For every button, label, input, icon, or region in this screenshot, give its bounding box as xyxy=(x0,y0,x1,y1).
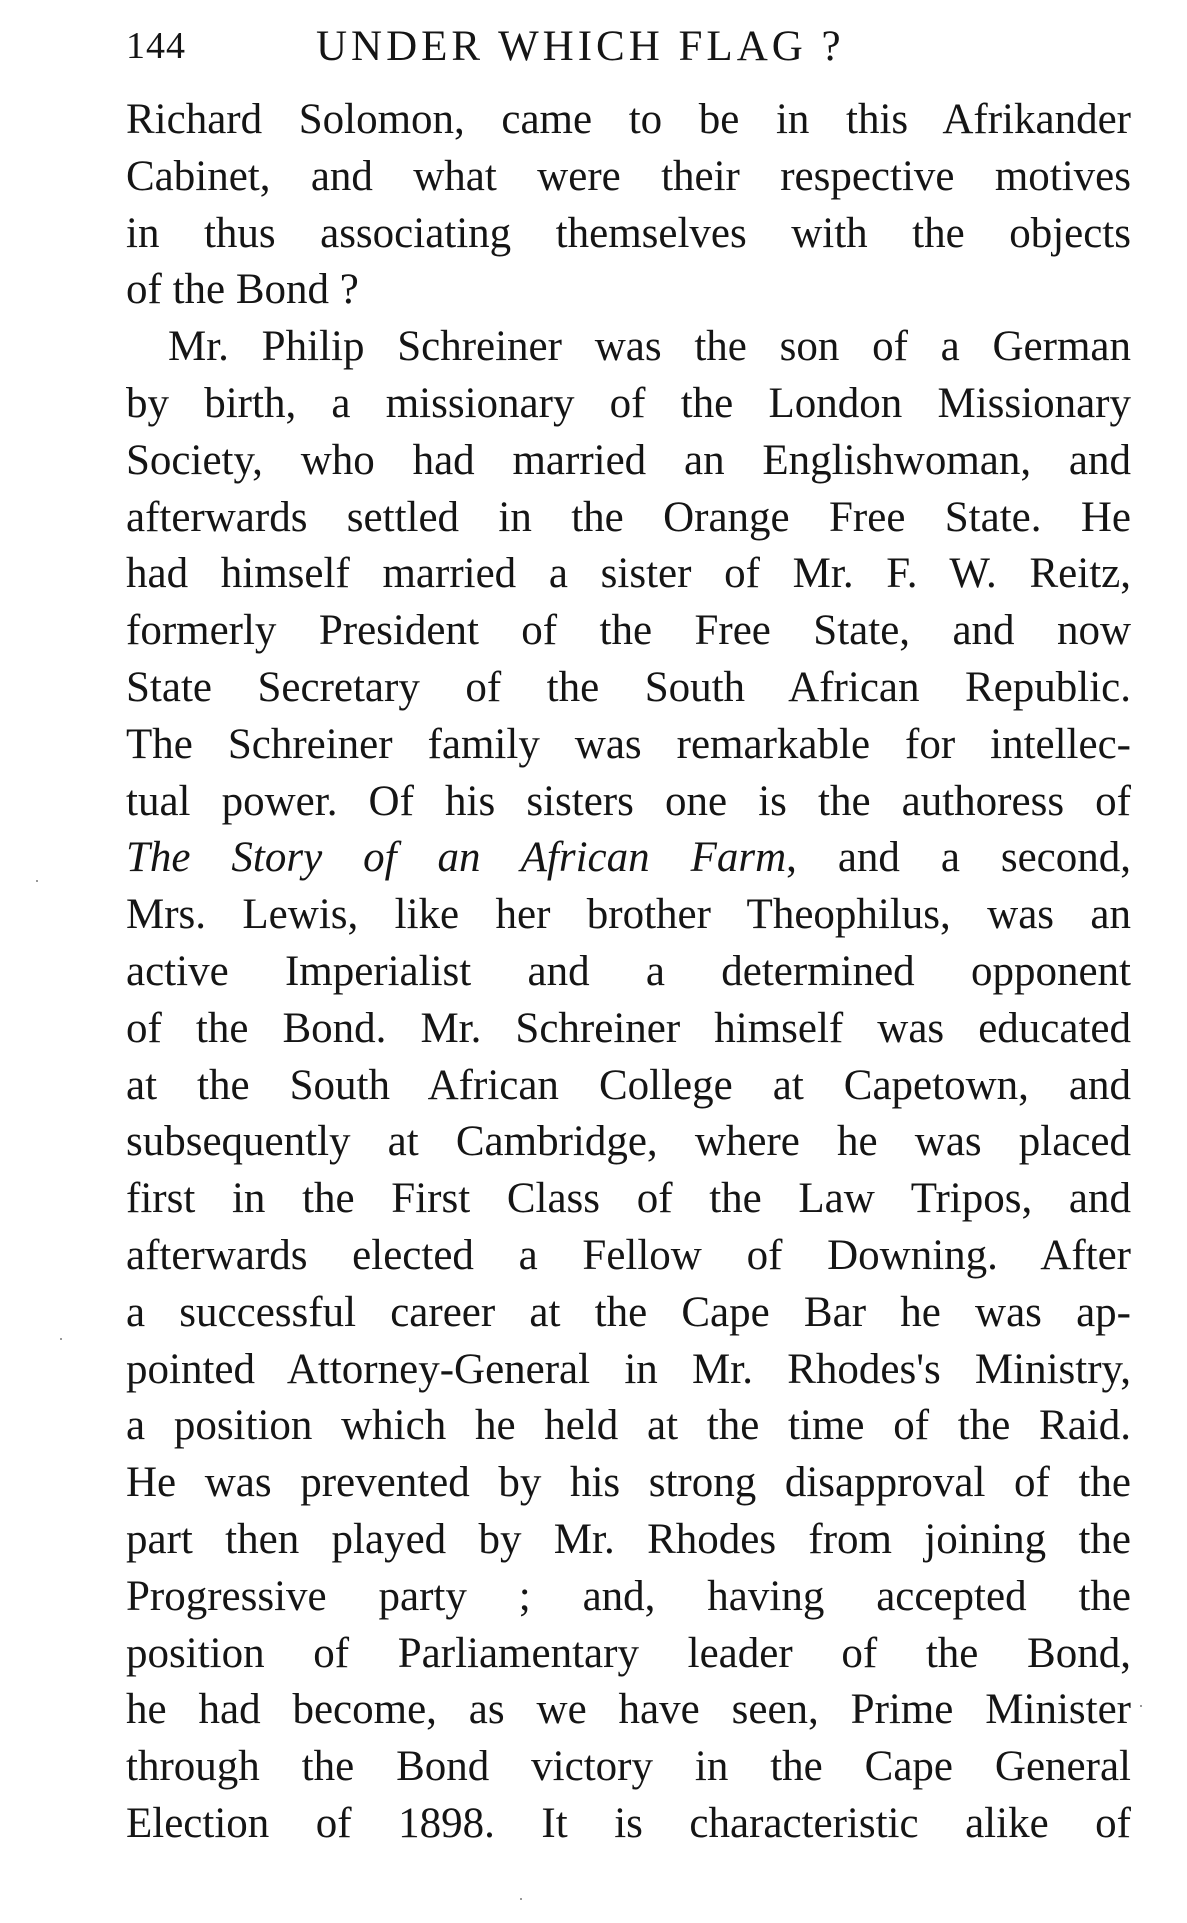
text-line: of the Bond. Mr. Schreiner himself was educated xyxy=(126,1004,1131,1052)
text-line: had himself married a sister of Mr. F. W. Reitz, xyxy=(126,550,1131,598)
text-line: part then played by Mr. Rhodes from joining the xyxy=(126,1515,1131,1563)
text-line: afterwards elected a Fellow of Downing. After xyxy=(126,1231,1131,1279)
text-line: first in the First Class of the Law Tripos, and xyxy=(126,1175,1131,1223)
text-line: at the South African College at Capetown, and xyxy=(126,1061,1131,1109)
text-line-with-italic-title xyxy=(126,830,1131,887)
text-line: in thus associating themselves with the objects xyxy=(126,209,1131,257)
text-line: pointed Attorney-General in Mr. Rhodes's Ministry, xyxy=(126,1345,1131,1393)
text-line: State Secretary of the South African Republic. xyxy=(126,663,1131,711)
text-line: a successful career at the Cape Bar he was ap- xyxy=(126,1288,1131,1336)
text-line: by birth, a missionary of the London Missionary xyxy=(126,379,1131,427)
text-line: a position which he held at the time of the Raid. xyxy=(126,1402,1131,1450)
italic-book-title: The Story of an African Farm xyxy=(126,834,787,882)
running-head xyxy=(126,16,1126,76)
scan-speck xyxy=(520,1898,522,1900)
scan-speck xyxy=(36,880,38,882)
text-line: through the Bond victory in the Cape General xyxy=(126,1743,1131,1791)
text-line: Society, who had married an Englishwoman, and xyxy=(126,436,1131,484)
text-line: Progressive party ; and, having accepted the xyxy=(126,1572,1131,1620)
text-line: active Imperialist and a determined opponent xyxy=(126,947,1131,995)
text-line: subsequently at Cambridge, where he was placed xyxy=(126,1118,1131,1166)
text-line: The Schreiner family was remarkable for intellec- xyxy=(126,720,1131,768)
text-line: he had become, as we have seen, Prime Minister xyxy=(126,1686,1131,1734)
paragraph-start-line: Mr. Philip Schreiner was the son of a German xyxy=(168,323,1131,371)
text-line: He was prevented by his strong disapproval of the xyxy=(126,1459,1131,1507)
text-line: formerly President of the Free State, and now xyxy=(126,607,1131,655)
text-line: tual power. Of his sisters one is the authoress of xyxy=(126,777,1131,825)
scan-speck xyxy=(60,1338,62,1340)
text-line: Cabinet, and what were their respective motives xyxy=(126,152,1131,200)
scan-speck xyxy=(1140,1705,1142,1707)
text-line: Richard Solomon, came to be in this Afrikander xyxy=(126,96,1131,143)
text-line-remainder: , and a second, xyxy=(786,834,1132,882)
text-line: Mrs. Lewis, like her brother Theophilus, was an xyxy=(126,891,1131,939)
text-line: of the Bond ? xyxy=(126,266,359,314)
text-line: afterwards settled in the Orange Free State. He xyxy=(126,493,1131,541)
page-number: 144 xyxy=(126,25,186,67)
running-title: UNDER WHICH FLAG ? xyxy=(316,23,845,70)
body-text xyxy=(126,92,1131,1853)
text-line: position of Parliamentary leader of the Bond, xyxy=(126,1629,1131,1677)
text-line: Election of 1898. It is characteristic alike of xyxy=(126,1799,1131,1847)
